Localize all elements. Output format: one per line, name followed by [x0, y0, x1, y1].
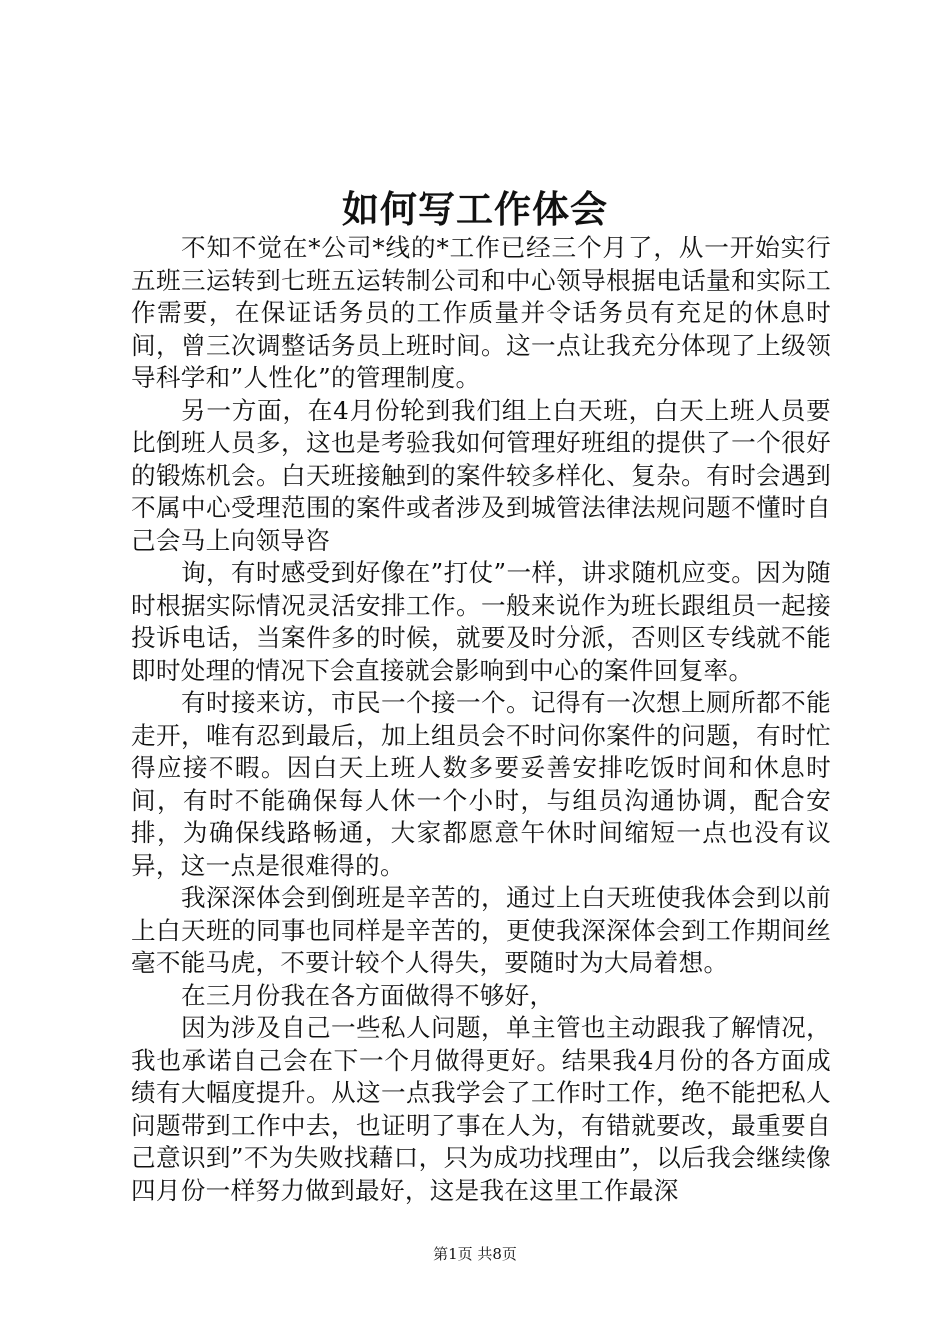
- paragraph: 不知不觉在*公司*线的*工作已经三个月了，从一开始实行五班三运转到七班五运转制公司和中心领导根据电话量和实际工作需要，在保证话务员的工作质量并令话务员有充足的休息时间，曾三次调整话务员上班时间。这一点让我充分体现了上级领导科学和”人性化”的管理制度。: [131, 233, 831, 392]
- document-body: [131, 232, 831, 1207]
- paragraph: 因为涉及自己一些私人问题，单主管也主动跟我了解情况，我也承诺自己会在下一个月做得更好。结果我4月份的各方面成绩有大幅度提升。从这一点我学会了工作时工作，绝不能把私人问题带到工作中去，也证明了事在人为，有错就要改，最重要自己意识到”不为失败找藉口，只为成功找理由”，以后我会继续像四月份一样努力做到最好，这是我在这里工作最深: [131, 1013, 831, 1205]
- paragraph: 我深深体会到倒班是辛苦的，通过上白天班使我体会到以前上白天班的同事也同样是辛苦的，更使我深深体会到工作期间丝毫不能马虎，不要计较个人得失，要随时为大局着想。: [131, 883, 831, 977]
- paragraph: 在三月份我在各方面做得不够好，: [181, 980, 555, 1010]
- page-number-footer: 第1页 共8页: [433, 1245, 517, 1263]
- paragraph: 有时接来访，市民一个接一个。记得有一次想上厕所都不能走开，唯有忍到最后，加上组员会不时问你案件的问题，有时忙得应接不暇。因白天上班人数多要妥善安排吃饭时间和休息时间，有时不能确保每人休一个小时，与组员沟通协调，配合安排，为确保线路畅通，大家都愿意午休时间缩短一点也没有议异，这一点是很难得的。: [131, 688, 831, 880]
- paragraph: 询，有时感受到好像在”打仗”一样，讲求随机应变。因为随时根据实际情况灵活安排工作。一般来说作为班长跟组员一起接投诉电话，当案件多的时候，就要及时分派，否则区专线就不能即时处理的情况下会直接就会影响到中心的案件回复率。: [131, 558, 831, 685]
- paragraph: 另一方面，在4月份轮到我们组上白天班，白天上班人员要比倒班人员多，这也是考验我如何管理好班组的提供了一个很好的锻炼机会。白天班接触到的案件较多样化、复杂。有时会遇到不属中心受理范围的案件或者涉及到城管法律法规问题不懂时自己会马上向领导咨: [131, 395, 831, 555]
- document-title: 如何写工作体会: [342, 187, 608, 231]
